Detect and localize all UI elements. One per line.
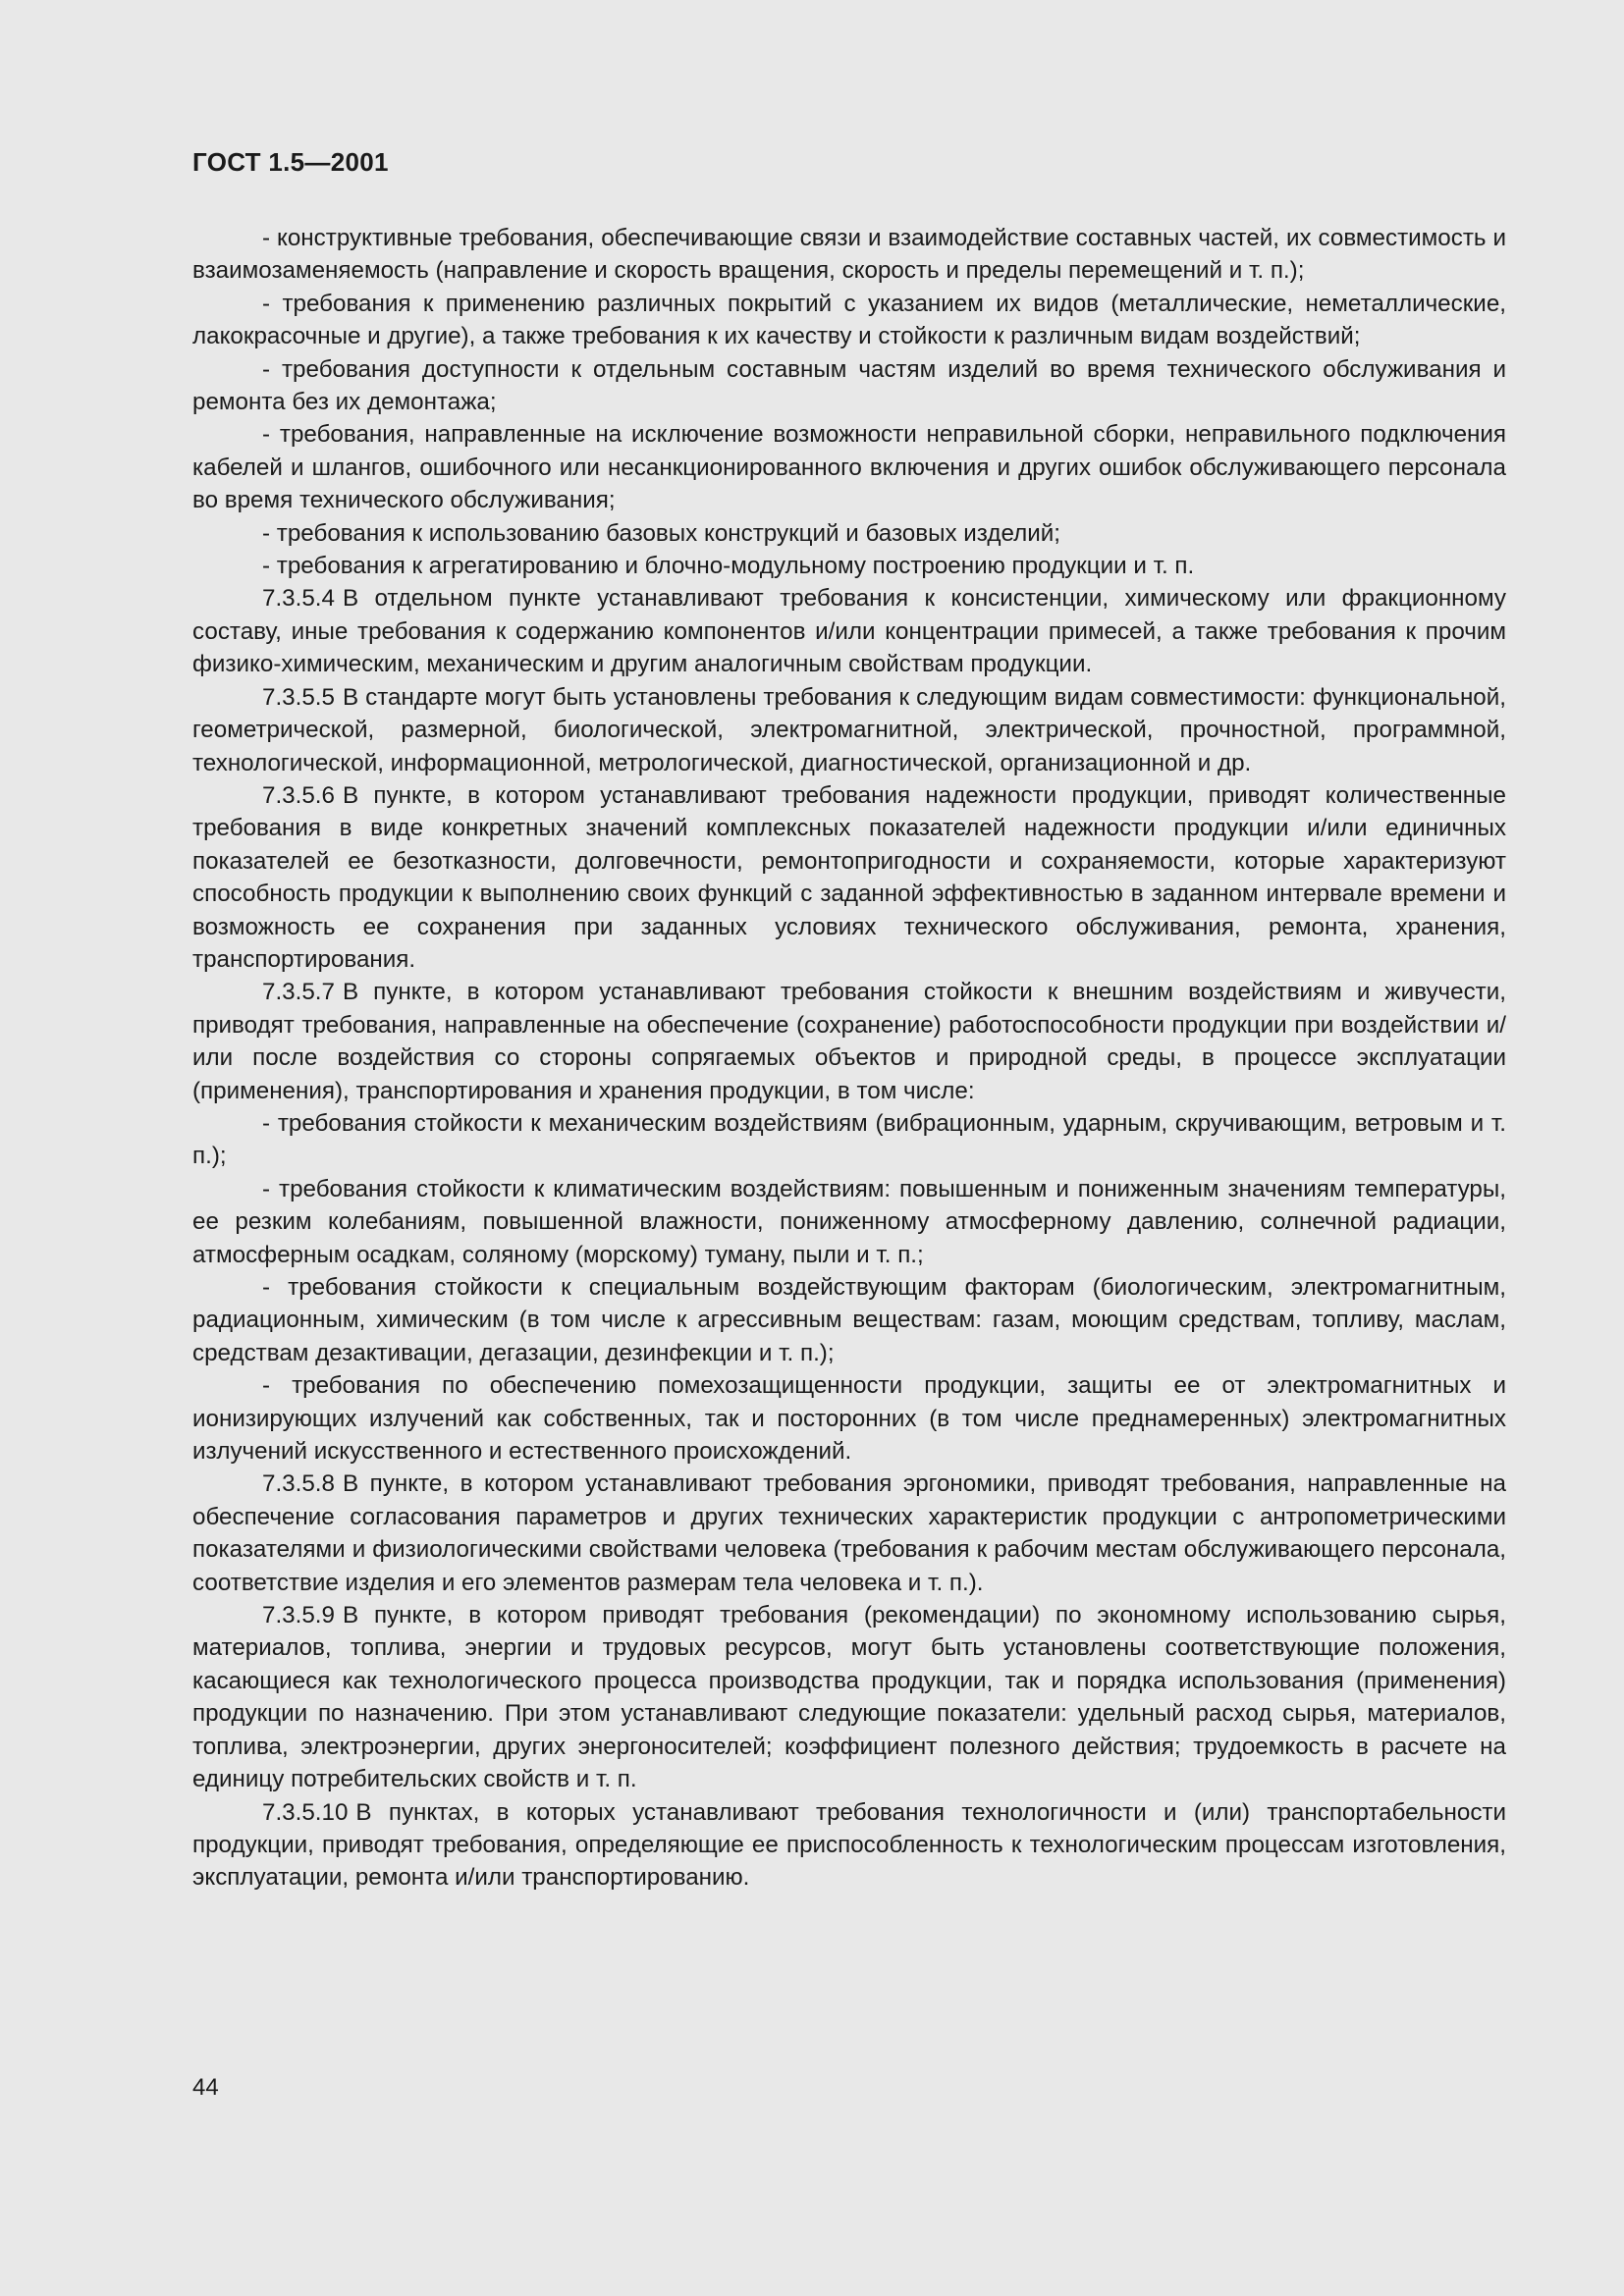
paragraph-text: - требования к агрегатированию и блочно-модульному построению продукции и т. п. [262,553,1195,580]
paragraph-text: - конструктивные требования, обеспечивающие связи и взаимодействие составных частей, их совместимость и взаимозаменяемость (направление и скорость вращения, скорость и пределы перемещений и т. п.); [192,225,1506,285]
list-item-paragraph [192,550,1506,582]
list-item-paragraph [192,353,1506,419]
list-item-paragraph [192,517,1506,550]
paragraph-text: В отдельном пункте устанавливают требования к консистенции, химическому или фракционному составу, иные требования к содержанию компонентов и/или концентрации примесей, а также требования к прочим физико-химическим, механическим и другим аналогичным свойствам продукции. [192,585,1506,678]
clause-number: 7.3.5.4 [262,585,335,613]
paragraph-text: - требования к использованию базовых конструкций и базовых изделий; [262,519,1060,547]
clause-number: 7.3.5.8 [262,1470,335,1498]
list-item-paragraph [192,222,1506,288]
list-item-paragraph [192,1173,1506,1271]
clause-paragraph [192,582,1506,680]
clause-number: 7.3.5.9 [262,1602,335,1629]
clause-paragraph [192,976,1506,1107]
paragraph-text: - требования по обеспечению помехозащищенности продукции, защиты ее от электромагнитных и ионизирующих излучений как собственных, так и посторонних (в том числе преднамеренных) электромагнитных излучений искусственного и естественного происхождений. [192,1372,1506,1466]
list-item-paragraph [192,1271,1506,1369]
list-item-paragraph [192,1369,1506,1468]
document-body [192,222,1506,1895]
paragraph-text: В пунктах, в которых устанавливают требования технологичности и (или) транспортабельности продукции, приводят требования, определяющие ее приспособленность к технологическим процессам изготовления, эксплуатации, ремонта и/или транспортированию. [192,1798,1506,1892]
paragraph-text: - требования, направленные на исключение возможности неправильной сборки, неправильного подключения кабелей и шлангов, ошибочного или несанкционированного включения и других ошибок обслуживающего персонала во время технического обслуживания; [192,421,1506,514]
list-item-paragraph [192,418,1506,516]
paragraph-text: - требования стойкости к механическим воздействиям (вибрационным, ударным, скручивающим, ветровым и т. п.); [192,1109,1506,1170]
clause-paragraph [192,1468,1506,1599]
clause-paragraph [192,681,1506,779]
paragraph-text: - требования стойкости к специальным воздействующим факторам (биологическим, электромагнитным, радиационным, химическим (в том числе к агрессивным веществам: газам, моющим средствам, топливу, маслам, средствам дезактивации, дегазации, дезинфекции и т. п.); [192,1274,1506,1366]
clause-paragraph [192,1599,1506,1795]
clause-number: 7.3.5.7 [262,979,335,1006]
clause-number: 7.3.5.6 [262,781,335,809]
paragraph-text: В стандарте могут быть установлены требования к следующим видам совместимости: функциональной, геометрической, размерной, биологической, электромагнитной, электрической, прочностной, программной, технологической, информационной, метрологической, диагностической, организационной и др. [192,683,1506,776]
clause-number: 7.3.5.10 [262,1798,349,1826]
paragraph-text: В пункте, в котором устанавливают требования надежности продукции, приводят количественные требования в виде конкретных значений комплексных показателей надежности продукции и/или единичных показателей ее безотказности, долговечности, ремонтопригодности и сохраняемости, которые характеризуют способность продукции к выполнению своих функций с заданной эффективностью в заданном интервале времени и возможность ее сохранения при заданных условиях технического обслуживания, ремонта, хранения, транспортирования. [192,781,1506,973]
page-number: 44 [192,2074,219,2101]
list-item-paragraph [192,1107,1506,1173]
clause-number: 7.3.5.5 [262,683,335,711]
list-item-paragraph [192,288,1506,353]
document-code-header: ГОСТ 1.5—2001 [192,147,389,177]
paragraph-text: В пункте, в котором приводят требования (рекомендации) по экономному использованию сырья, материалов, топлива, энергии и трудовых ресурсов, могут быть установлены соответствующие положения, касающиеся как технологического процесса производства продукции, так и порядка использования (применения) продукции по назначению. При этом устанавливают следующие показатели: удельный расход сырья, материалов, топлива, электроэнергии, других энергоносителей; коэффициент полезного действия; трудоемкость в расчете на единицу потребительских свойств и т. п. [192,1602,1506,1793]
paragraph-text: В пункте, в котором устанавливают требования эргономики, приводят требования, направленные на обеспечение согласования параметров и других технических характеристик продукции с антропометрическими показателями и физиологическими свойствами человека (требования к рабочим местам обслуживающего персонала, соответствие изделия и его элементов размерам тела человека и т. п.). [192,1470,1506,1596]
paragraph-text: - требования доступности к отдельным составным частям изделий во время технического обслуживания и ремонта без их демонтажа; [192,355,1506,416]
paragraph-text: - требования к применению различных покрытий с указанием их видов (металлические, неметаллические, лакокрасочные и другие), а также требования к их качеству и стойкости к различным видам воздействий; [192,290,1506,350]
paragraph-text: В пункте, в котором устанавливают требования стойкости к внешним воздействиям и живучести, приводят требования, направленные на обеспечение (сохранение) работоспособности продукции при воздействии и/или после воздействия со стороны сопрягаемых объектов и природной среды, в процессе эксплуатации (применения), транспортирования и хранения продукции, в том числе: [192,979,1506,1104]
clause-paragraph [192,779,1506,976]
paragraph-text: - требования стойкости к климатическим воздействиям: повышенным и пониженным значениям температуры, ее резким колебаниям, повышенной влажности, пониженному атмосферному давлению, солнечной радиации, атмосферным осадкам, соляному (морскому) туману, пыли и т. п.; [192,1175,1506,1268]
clause-paragraph [192,1796,1506,1895]
